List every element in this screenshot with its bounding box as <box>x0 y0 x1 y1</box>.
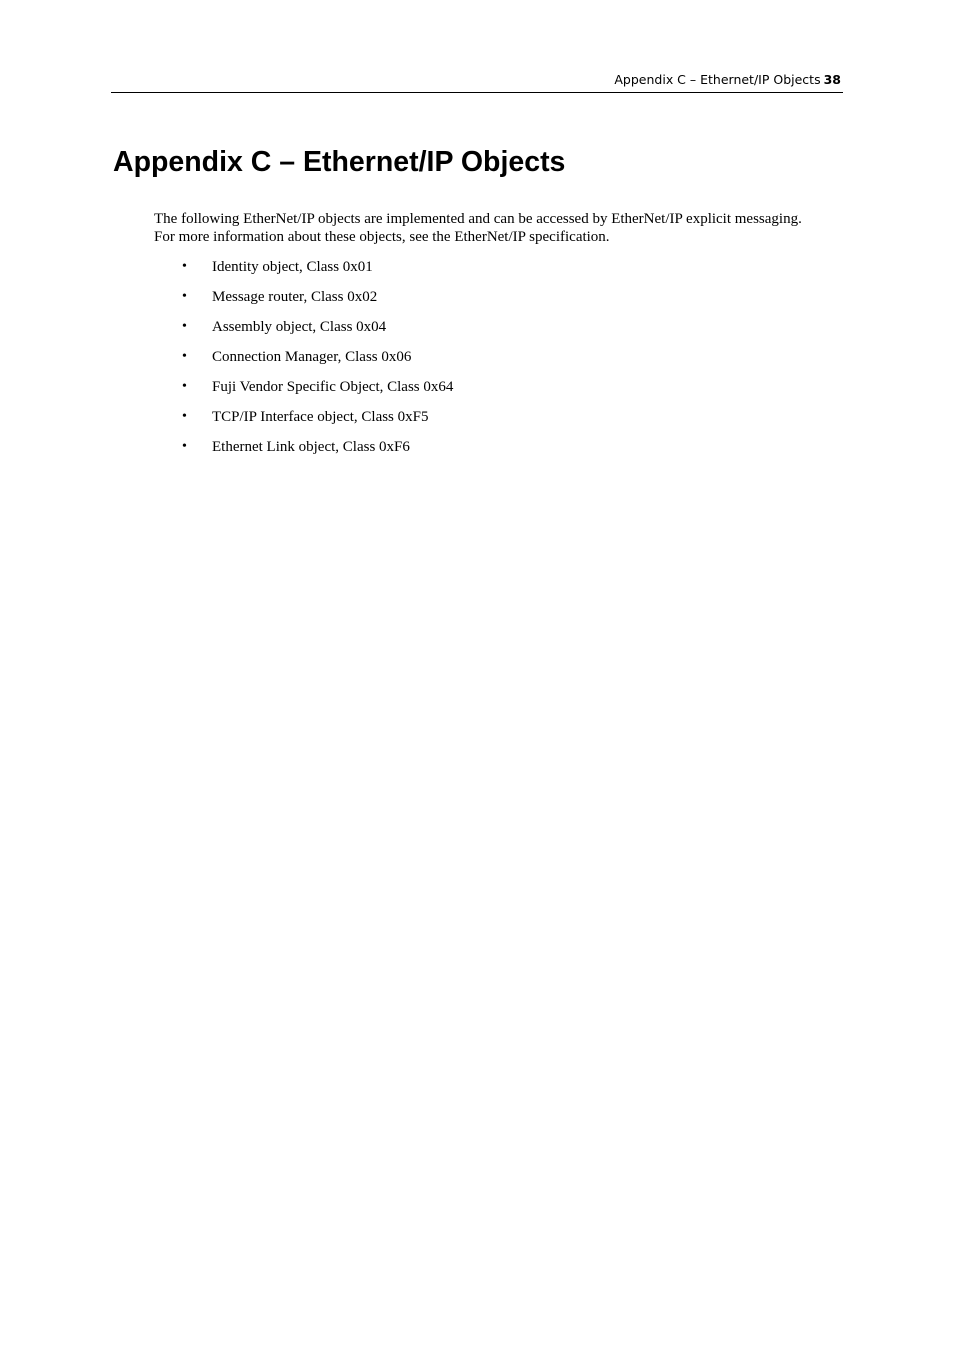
list-item-text: Fuji Vendor Specific Object, Class 0x64 <box>212 379 454 395</box>
bullet-icon: • <box>182 319 187 334</box>
running-header-text <box>614 72 841 87</box>
list-item-text: Identity object, Class 0x01 <box>212 259 373 275</box>
running-header <box>111 70 843 93</box>
list-item-text: Assembly object, Class 0x04 <box>212 319 387 335</box>
intro-line-1: The following EtherNet/IP objects are implemented and can be accessed by EtherNet/IP explicit messaging. <box>154 211 802 227</box>
bullet-icon: • <box>182 409 187 424</box>
bullet-icon: • <box>182 349 187 364</box>
list-item-text: Ethernet Link object, Class 0xF6 <box>212 439 410 455</box>
bullet-icon: • <box>182 259 187 274</box>
list-item-text: TCP/IP Interface object, Class 0xF5 <box>212 409 429 425</box>
bullet-icon: • <box>182 439 187 454</box>
header-section-title: Appendix C – Ethernet/IP Objects <box>614 72 821 87</box>
page-title: Appendix C – Ethernet/IP Objects <box>113 146 566 178</box>
list-item-text: Message router, Class 0x02 <box>212 289 378 305</box>
list-item-text: Connection Manager, Class 0x06 <box>212 349 412 365</box>
page-number: 38 <box>823 72 841 87</box>
bullet-icon: • <box>182 379 187 394</box>
intro-line-2: For more information about these objects, see the EtherNet/IP specification. <box>154 229 610 245</box>
bullet-icon: • <box>182 289 187 304</box>
intro-paragraph <box>154 210 844 246</box>
